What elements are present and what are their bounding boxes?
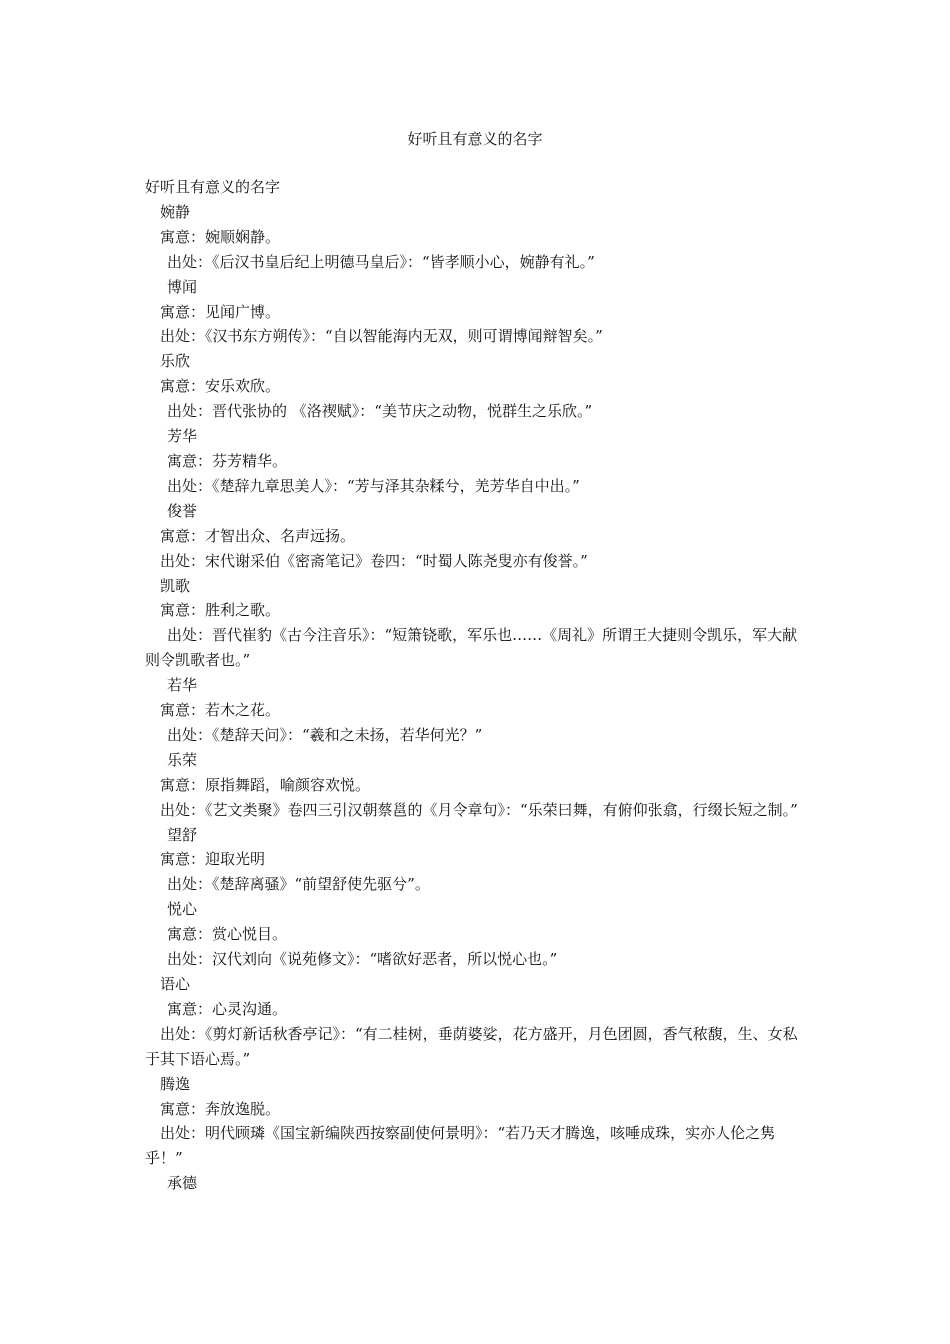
entry-name: 婉静	[160, 202, 191, 221]
entry-meaning: 寓意：心灵沟通。	[167, 999, 288, 1018]
entry-source: 出处：晋代张协的 《洛禊赋》：“美节庆之动物，悦群生之乐欣。”	[167, 402, 593, 421]
entry-name: 芳华	[167, 427, 198, 446]
entry-meaning: 寓意：才智出众、名声远扬。	[160, 526, 356, 545]
entry-meaning: 寓意：胜利之歌。	[160, 601, 281, 620]
entry-source: 出处：《楚辞离骚》“前望舒使先驱兮”。	[167, 875, 430, 894]
entry-source: 出处：汉代刘向《说苑修文》：“嗜欲好恶者，所以悦心也。”	[167, 950, 558, 969]
document-body	[145, 175, 805, 1196]
entry-source: 出处：《楚辞九章思美人》：“芳与泽其杂糅兮，羌芳华自中出。”	[167, 476, 580, 495]
entry-meaning: 寓意：若木之花。	[160, 701, 281, 720]
entry-name: 乐欣	[160, 352, 191, 371]
entry-source: 出处：《楚辞天问》：“羲和之未扬，若华何光？”	[167, 725, 483, 744]
entry-meaning: 寓意：见闻广博。	[160, 302, 281, 321]
entry-source: 出处：《汉书东方朔传》：“自以智能海内无双，则可谓博闻辩智矣。”	[160, 327, 603, 346]
entry-source: 出处：晋代崔豹《古今注音乐》：“短箫铙歌，军乐也……《周礼》所谓王大捷则令凯乐，军大献则令凯歌者也。”	[145, 626, 798, 670]
entry-name: 望舒	[167, 825, 198, 844]
entry-source: 出处：《剪灯新话秋香亭记》：“有二桂树，垂荫婆娑，花方盛开，月色团圆，香气秾馥，生、女私于其下语心焉。”	[145, 1024, 798, 1068]
entry-name: 凯歌	[160, 576, 191, 595]
entry-meaning: 寓意：芬芳精华。	[167, 451, 288, 470]
entry-source: 出处：《艺文类聚》卷四三引汉朝蔡邕的《月令章句》：“乐荣曰舞，有俯仰张翕，行缀长短之制。”	[160, 800, 798, 819]
page-title: 好听且有意义的名字	[407, 130, 543, 148]
entry-name: 俊誉	[167, 501, 198, 520]
entry-name: 承德	[167, 1174, 198, 1193]
entry-source: 出处：明代顾璘《国宝新编陕西按察副使何景明》：“若乃天才腾逸，咳唾成珠，实亦人伦之隽乎！”	[145, 1124, 776, 1168]
entry-name: 乐荣	[167, 750, 198, 769]
entry-name: 悦心	[167, 900, 198, 919]
entry-name: 腾逸	[160, 1074, 191, 1093]
entry-meaning: 寓意：婉顺娴静。	[160, 227, 281, 246]
entry-meaning: 寓意：迎取光明	[160, 850, 266, 869]
entry-name: 若华	[167, 676, 198, 695]
entry-meaning: 寓意：原指舞蹈，喻颜容欢悦。	[160, 775, 371, 794]
entry-meaning: 寓意：安乐欢欣。	[160, 377, 281, 396]
entry-name: 语心	[160, 975, 191, 993]
entry-source: 出处：宋代谢采伯《密斋笔记》卷四：“时蜀人陈尧叟亦有俊誉。”	[160, 551, 588, 570]
section-heading: 好听且有意义的名字	[145, 178, 281, 196]
entry-name: 博闻	[167, 277, 198, 296]
entry-meaning: 寓意：赏心悦目。	[167, 925, 288, 944]
entry-meaning: 寓意：奔放逸脱。	[160, 1099, 281, 1118]
entry-source: 出处：《后汉书皇后纪上明德马皇后》：“皆孝顺小心，婉静有礼。”	[167, 252, 595, 271]
